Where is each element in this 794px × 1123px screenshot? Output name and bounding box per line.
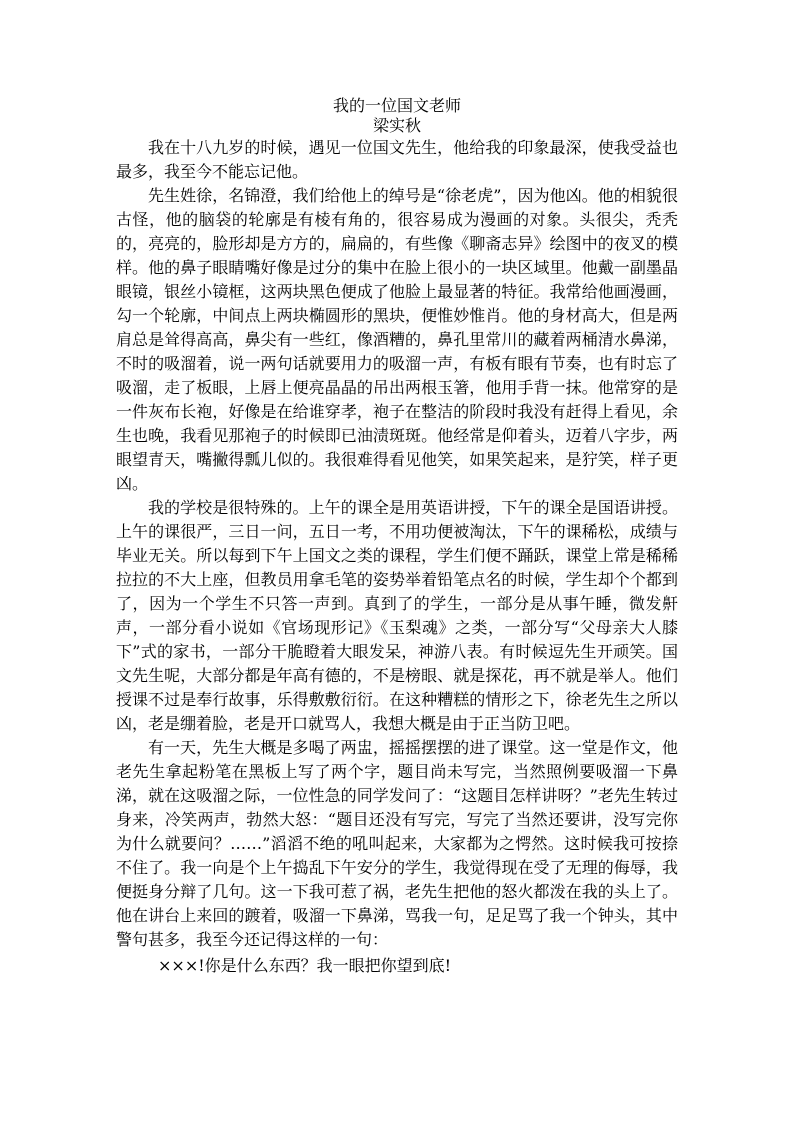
paragraph-3: 我的学校是很特殊的。上午的课全是用英语讲授，下午的课全是国语讲授。上午的课很严，三日一问，五日一考，不用功便被淘汰，下午的课稀松，成绩与毕业无关。所以每到下午上国文之类的课程，学生们便不踊跃，课堂上常是稀稀拉拉的不大上座，但教员用拿毛笔的姿势举着铅笔点名的时候，学生却个个都到了，因为一个学生不只答一声到。真到了的学生，一部分是从事午睡，微发鼾声，一部分看小说如《官场现形记》《玉梨魂》之类，一部分写“父母亲大人膝下”式的家书，一部分干脆瞪着大眼发呆，神游八表。有时候逗先生开顽笑。国文先生呢，大部分都是年高有德的，不是榜眼、就是探花，再不就是举人。他们授课不过是奉行故事，乐得敷敷衍衍。在这种糟糕的情形之下，徐老先生之所以凶，老是绷着脸，老是开口就骂人，我想大概是由于正当防卫吧。	[116, 498, 678, 733]
quoted-sentence: ×××!你是什么东西？我一眼把你望到底!	[158, 956, 452, 975]
document-page	[116, 96, 678, 978]
essay-title: 我的一位国文老师	[332, 96, 461, 115]
paragraph-4: 有一天，先生大概是多喝了两盅，摇摇摆摆的进了课堂。这一堂是作文，他老先生拿起粉笔在黑板上写了两个字，题目尚未写完，当然照例要吸溜一下鼻涕，就在这吸溜之际，一位性急的同学发问了：“这题目怎样讲呀？”老先生转过身来，冷笑两声，勃然大怒：“题目还没有写完，写完了当然还要讲，没写完你为什么就要问？……”滔滔不绝的吼叫起来，大家都为之愕然。这时候我可按捺不住了。我一向是个上午捣乱下午安分的学生，我觉得现在受了无理的侮辱，我便挺身分辩了几句。这一下我可惹了祸，老先生把他的怒火都泼在我的头上了。他在讲台上来回的踱着，吸溜一下鼻涕，骂我一句，足足骂了我一个钟头，其中警句甚多，我至今还记得这样的一句：	[116, 738, 678, 949]
paragraph-1: 我在十八九岁的时候，遇见一位国文先生，他给我的印象最深，使我受益也最多，我至今不能忘记他。	[116, 138, 678, 181]
essay-author: 梁实秋	[372, 116, 421, 135]
paragraph-2: 先生姓徐，名锦澄，我们给他上的绰号是“徐老虎”，因为他凶。他的相貌很古怪，他的脑袋的轮廓是有棱有角的，很容易成为漫画的对象。头很尖，秃秃的，亮亮的，脸形却是方方的，扁扁的，有些像《聊斋志异》绘图中的夜叉的模样。他的鼻子眼睛嘴好像是过分的集中在脸上很小的一块区域里。他戴一副墨晶眼镜，银丝小镜框，这两块黑色便成了他脸上最显著的特征。我常给他画漫画，勾一个轮廓，中间点上两块椭圆形的黑块，便惟妙惟肖。他的身材高大，但是两肩总是耸得高高，鼻尖有一些红，像酒糟的，鼻孔里常川的藏着两桶清水鼻涕，不时的吸溜着，说一两句话就要用力的吸溜一声，有板有眼有节奏，也有时忘了吸溜，走了板眼，上唇上便亮晶晶的吊出两根玉箸，他用手背一抹。他常穿的是一件灰布长袍，好像是在给谁穿孝，袍子在整洁的阶段时我没有赶得上看见，余生也晚，我看见那袍子的时候即已油渍斑斑。他经常是仰着头，迈着八字步，两眼望青天，嘴撇得瓢儿似的。我很难得看见他笑，如果笑起来，是狞笑，样子更凶。	[116, 186, 678, 493]
